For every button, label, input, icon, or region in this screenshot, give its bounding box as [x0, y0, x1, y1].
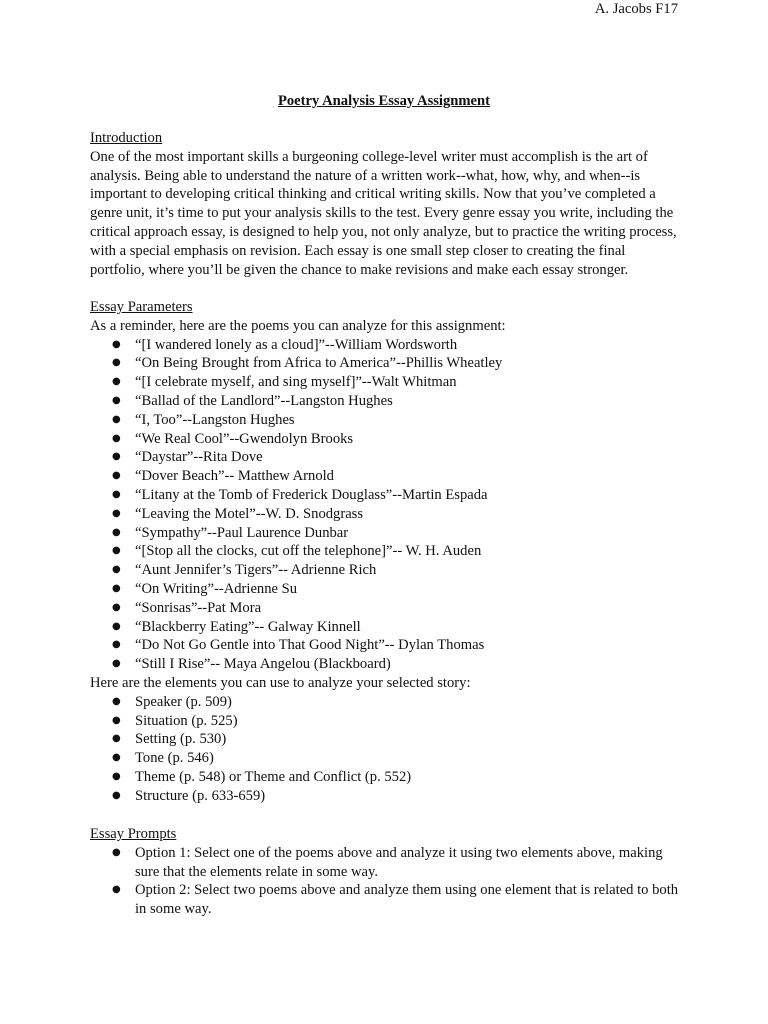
poem-list-item: ● “Dover Beach”-- Matthew Arnold [90, 467, 682, 486]
author-header: A. Jacobs F17 [594, 1, 678, 17]
element-list-item: ● Tone (p. 546) [90, 749, 682, 768]
element-list-item: ● Situation (p. 525) [90, 712, 682, 731]
prompts-section [90, 825, 682, 919]
introduction-heading: Introduction [90, 130, 163, 146]
element-list [90, 693, 682, 806]
poem-list-item: ● “Ballad of the Landlord”--Langston Hughes [90, 392, 682, 411]
poem-list-item: ● “[I wandered lonely as a cloud]”--William Wordsworth [90, 336, 682, 355]
poem-list-item: ● “[I celebrate myself, and sing myself]”--Walt Whitman [90, 373, 682, 392]
element-list-item: ● Setting (p. 530) [90, 730, 682, 749]
parameters-section [90, 298, 682, 806]
poem-list-item: ● “On Being Brought from Africa to America”--Phillis Wheatley [90, 354, 682, 373]
poem-list-item: ● “We Real Cool”--Gwendolyn Brooks [90, 430, 682, 449]
poem-list-item: ● “Sympathy”--Paul Laurence Dunbar [90, 524, 682, 543]
prompt-options-list [90, 844, 682, 919]
poem-list [90, 336, 682, 674]
element-list-item: ● Structure (p. 633-659) [90, 787, 682, 806]
poem-list-item: ● “Aunt Jennifer’s Tigers”-- Adrienne Rich [90, 561, 682, 580]
poem-list-item: ● “Still I Rise”-- Maya Angelou (Blackboard) [90, 655, 682, 674]
element-list-item: ● Theme (p. 548) or Theme and Conflict (p. 552) [90, 768, 682, 787]
poem-list-item: ● “Sonrisas”--Pat Mora [90, 599, 682, 618]
poem-list-item: ● “Litany at the Tomb of Frederick Douglass”--Martin Espada [90, 486, 682, 505]
parameters-heading: Essay Parameters [90, 299, 193, 315]
elements-intro: Here are the elements you can use to analyze your selected story: [90, 674, 471, 691]
poem-list-item: ● “Do Not Go Gentle into That Good Night”-- Dylan Thomas [90, 636, 682, 655]
poem-list-item: ● “I, Too”--Langston Hughes [90, 411, 682, 430]
poem-list-item: ● “Leaving the Motel”--W. D. Snodgrass [90, 505, 682, 524]
poem-list-item: ● “On Writing”--Adrienne Su [90, 580, 682, 599]
element-list-item: ● Speaker (p. 509) [90, 693, 682, 712]
prompts-heading: Essay Prompts [90, 826, 177, 842]
poems-intro: As a reminder, here are the poems you can analyze for this assignment: [90, 317, 506, 334]
introduction-section [90, 129, 682, 279]
introduction-paragraph: One of the most important skills a burgeoning college-level writer must accomplish is the art of analysis. Being able to understand the nature of a written work--what, how, why, and when--is important to developing critical thinking and critical writing skills. Now that you’ve completed a genre unit, it’s time to put your analysis skills to the test. Every genre essay you write, including the critical approach essay, is designed to help you, not only analyze, but to practice the writing process, with a special emphasis on revision. Each essay is one small step closer to creating the final portfolio, where you’ll be given the chance to make revisions and make each essay stronger. [90, 148, 677, 278]
poem-list-item: ● “[Stop all the clocks, cut off the telephone]”-- W. H. Auden [90, 542, 682, 561]
prompt-option: ● Option 2: Select two poems above and analyze them using one element that is related to both in some way. [90, 881, 682, 919]
document-title: Poetry Analysis Essay Assignment [277, 93, 491, 109]
poem-list-item: ● “Blackberry Eating”-- Galway Kinnell [90, 618, 682, 637]
prompt-option: ● Option 1: Select one of the poems above and analyze it using two elements above, making sure that the elements relate in some way. [90, 844, 682, 882]
poem-list-item: ● “Daystar”--Rita Dove [90, 448, 682, 467]
